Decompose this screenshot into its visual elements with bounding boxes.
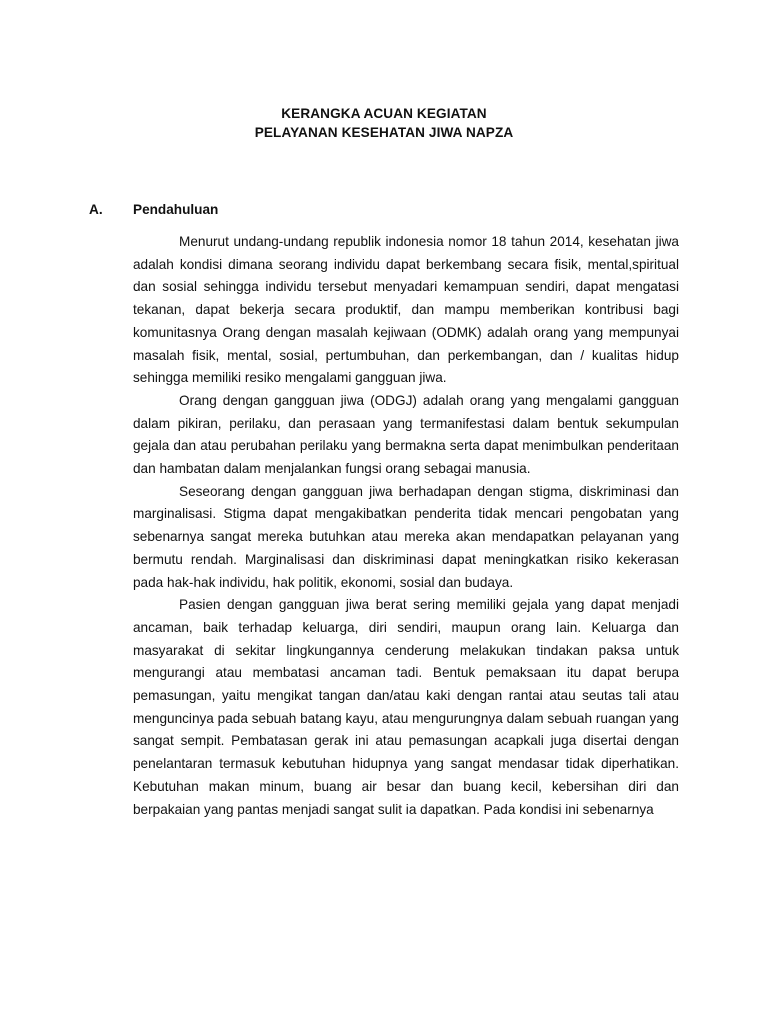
section-number: A.: [89, 202, 103, 217]
paragraph-1: Menurut undang-undang republik indonesia nomor 18 tahun 2014, kesehatan jiwa adalah kondisi dimana seorang individu dapat berkembang secara fisik, mental,spiritual dan sosial sehingga individu tersebut menyadari kemampuan sendiri, dapat mengatasi tekanan, dapat bekerja secara produktif, dan mampu memberikan kontribusi bagi komunitasnya Orang dengan masalah kejiwaan (ODMK) adalah orang yang mempunyai masalah fisik, mental, sosial, pertumbuhan, dan perkembangan, dan / kualitas hidup sehingga memiliki resiko mengalami gangguan jiwa.: [133, 234, 679, 386]
document-body: [133, 231, 679, 821]
section-title: Pendahuluan: [133, 202, 219, 217]
paragraph-3: Seseorang dengan gangguan jiwa berhadapan dengan stigma, diskriminasi dan marginalisasi. Stigma dapat mengakibatkan penderita tidak mencari pengobatan yang sebenarnya sangat mereka butuhkan atau mereka akan mendapatkan pelayanan yang bermutu rendah. Marginalisasi dan diskriminasi dapat meningkatkan risiko kekerasan pada hak-hak individu, hak politik, ekonomi, sosial dan budaya.: [133, 483, 679, 590]
document-title: [0, 105, 768, 142]
title-line-1: KERANGKA ACUAN KEGIATAN: [281, 106, 487, 121]
paragraph-2: Orang dengan gangguan jiwa (ODGJ) adalah orang yang mengalami gangguan dalam pikiran, perilaku, dan perasaan yang termanifestasi dalam bentuk sekumpulan gejala dan atau perubahan perilaku yang bermakna serta dapat menimbulkan penderitaan dan hambatan dalam menjalankan fungsi orang sebagai manusia.: [133, 392, 679, 477]
section-heading: [89, 200, 679, 220]
title-line-2: PELAYANAN KESEHATAN JIWA NAPZA: [254, 124, 514, 140]
paragraph-4: Pasien dengan gangguan jiwa berat sering memiliki gejala yang dapat menjadi ancaman, baik terhadap keluarga, diri sendiri, maupun orang lain. Keluarga dan masyarakat di sekitar lingkungannya cenderung melakukan tindakan paksa untuk mengurangi atau membatasi ancaman tadi. Bentuk pemaksaan itu dapat berupa pemasungan, yaitu mengikat tangan dan/atau kaki dengan rantai atau seutas tali atau menguncinya pada sebuah batang kayu, atau mengurungnya dalam sebuah ruangan yang sangat sempit. Pembatasan gerak ini atau pemasungan acapkali juga disertai dengan penelantaran termasuk kebutuhan hidupnya yang sangat mendasar tidak diperhatikan. Kebutuhan makan minum, buang air besar dan buang kecil, kebersihan diri dan berpakaian yang pantas menjadi sangat sulit ia dapatkan. Pada kondisi ini sebenarnya: [133, 597, 679, 817]
